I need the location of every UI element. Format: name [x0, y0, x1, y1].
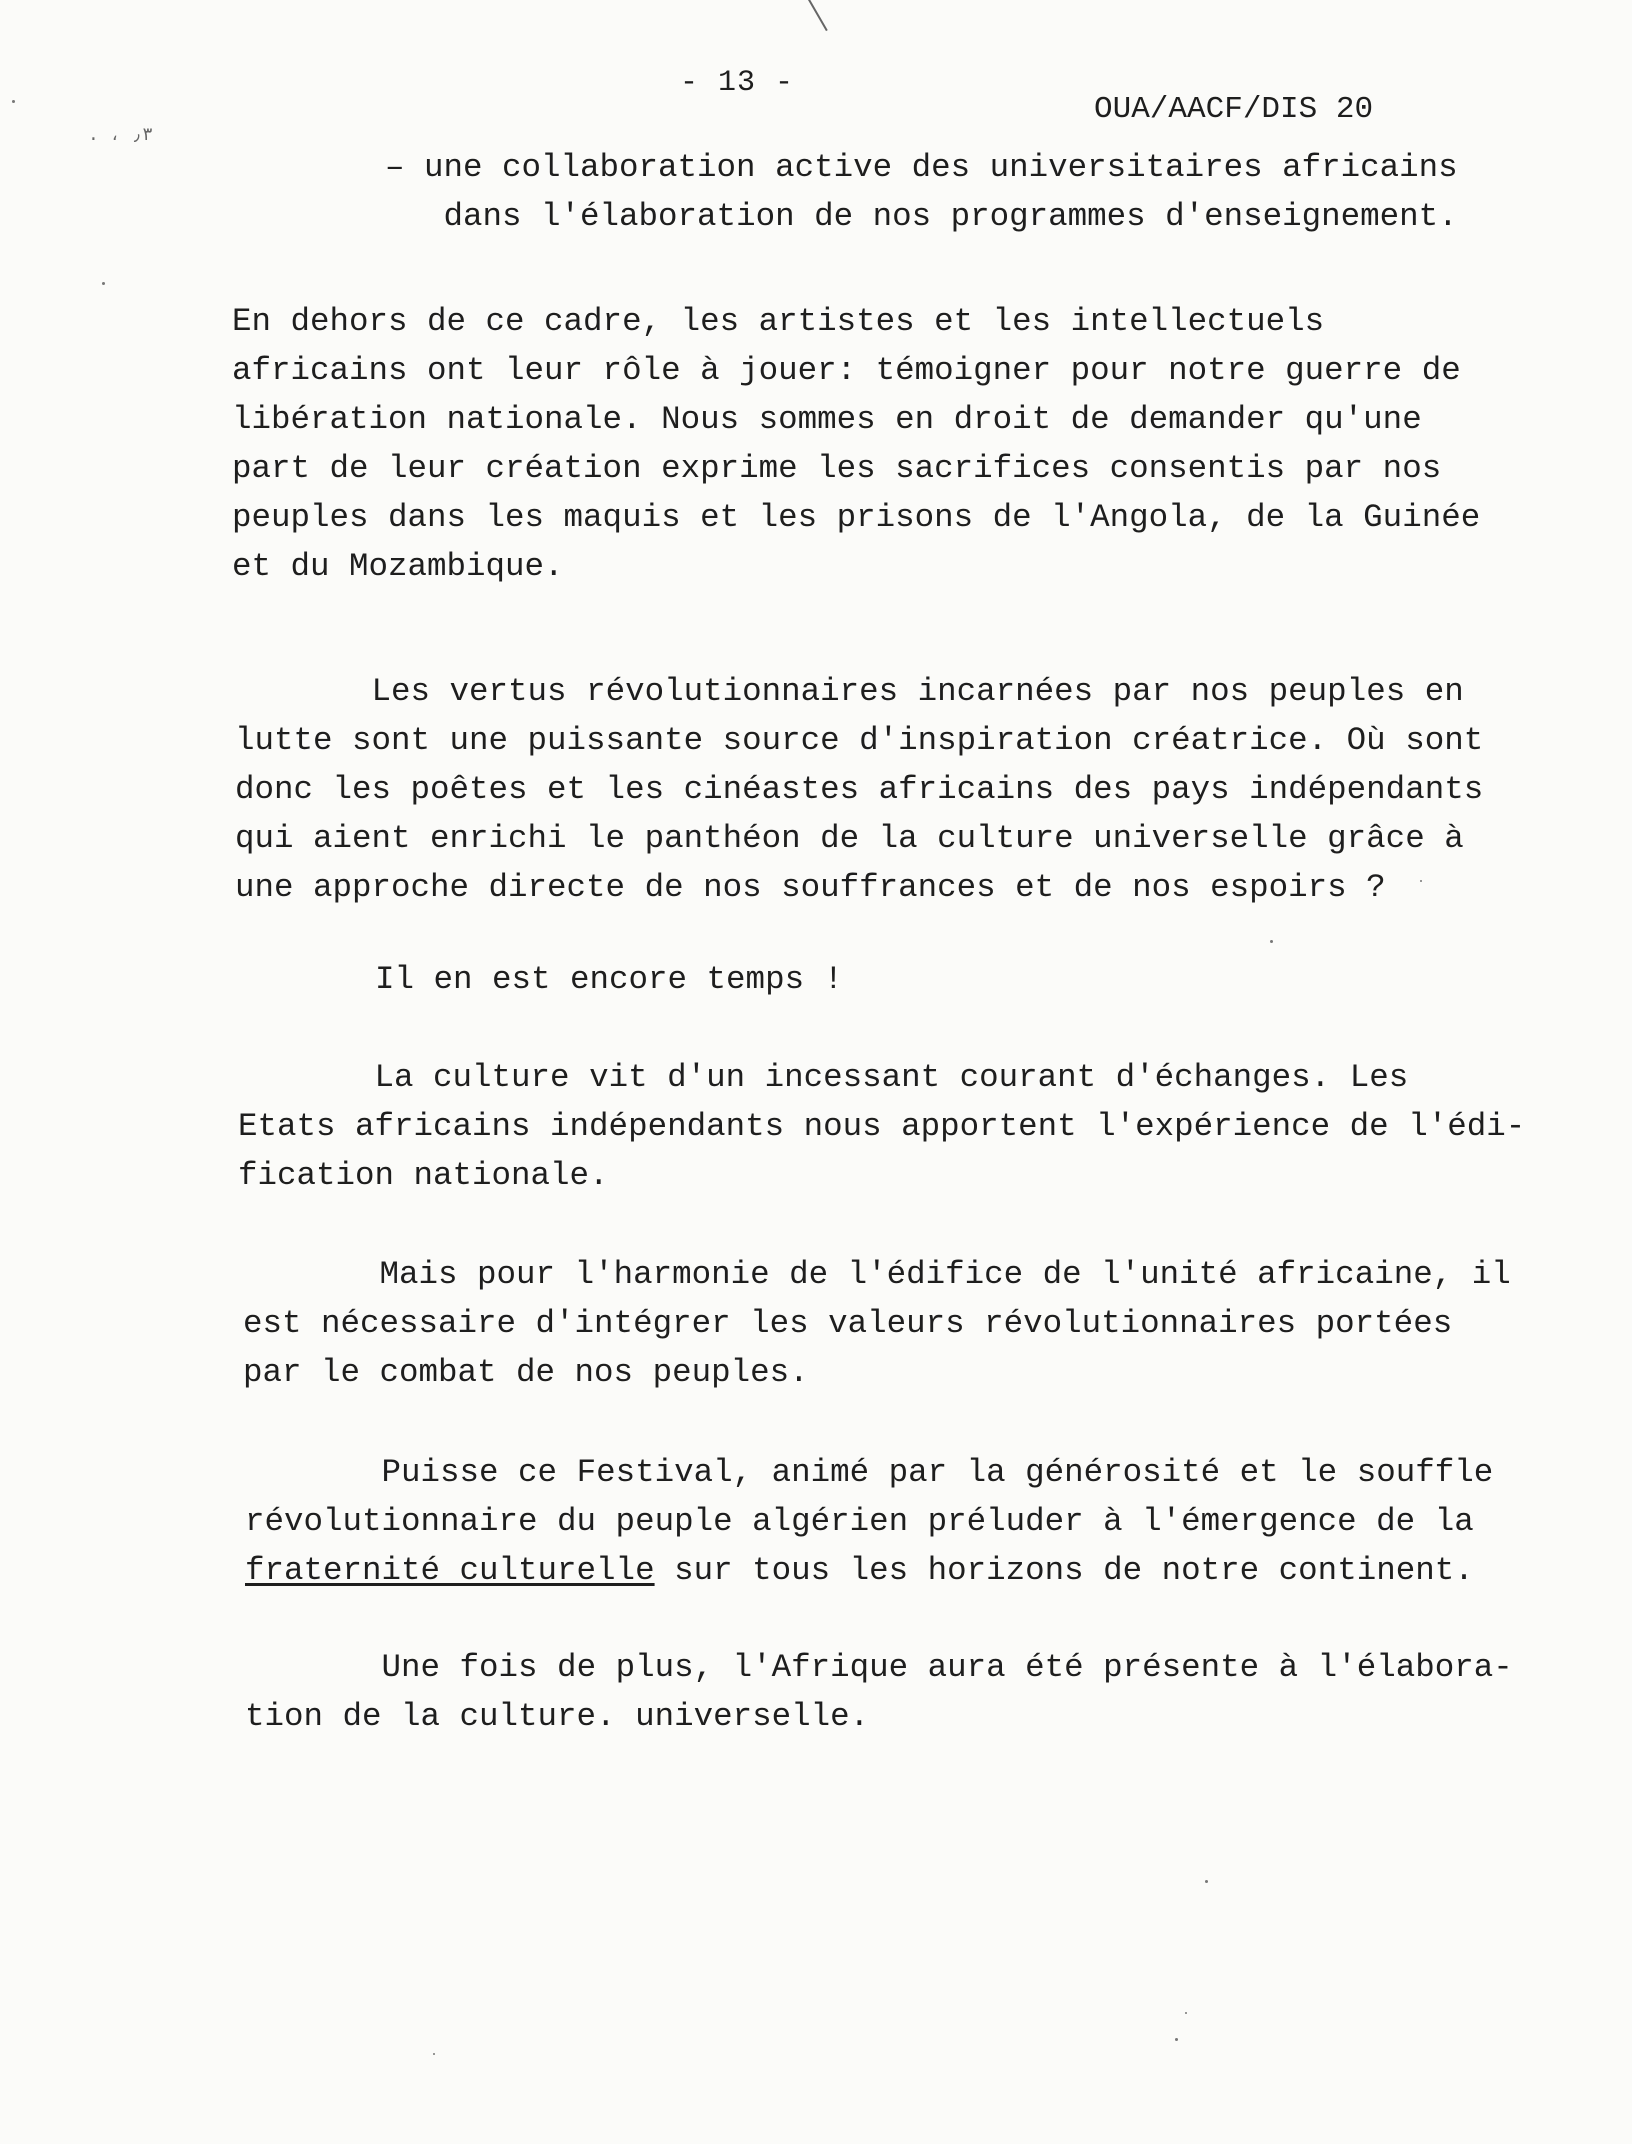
p4-line-3: fication nationale.	[238, 1157, 609, 1194]
scan-speck	[102, 282, 105, 285]
scan-speck	[12, 100, 15, 103]
p6-line-3-rest: sur tous les horizons de notre continent.	[654, 1552, 1474, 1589]
paragraph-5	[243, 1250, 1511, 1397]
scan-speck	[1185, 2012, 1187, 2014]
p3-line-1: Il en est encore temps !	[375, 961, 844, 998]
p4-line-1: La culture vit d'un incessant courant d'échanges. Les	[374, 1059, 1409, 1096]
paragraph-3	[375, 955, 843, 1004]
p5-line-3: par le combat de nos peuples.	[243, 1354, 809, 1391]
p2-line-1: Les vertus révolutionnaires incarnées par nos peuples en	[371, 673, 1464, 710]
page-number: - 13 -	[680, 66, 795, 100]
paragraph-4	[238, 1053, 1525, 1200]
bullet-item	[385, 143, 1458, 241]
scan-stroke	[808, 0, 828, 31]
p5-line-2: est nécessaire d'intégrer les valeurs révolutionnaires portées	[243, 1305, 1453, 1342]
paragraph-6	[245, 1448, 1493, 1595]
p1-line-3: libération nationale. Nous sommes en droit de demander qu'une	[232, 401, 1422, 438]
paragraph-1	[232, 297, 1480, 591]
p2-line-4: qui aient enrichi le panthéon de la culture universelle grâce à	[235, 820, 1464, 857]
margin-mark: . ، ٫٣	[88, 126, 153, 146]
bullet-line-2: dans l'élaboration de nos programmes d'enseignement.	[443, 198, 1458, 235]
p1-line-4: part de leur création exprime les sacrifices consentis par nos	[232, 450, 1442, 487]
p7-line-2: tion de la culture. universelle.	[245, 1698, 870, 1735]
document-reference: OUA/AACF/DIS 20	[1094, 92, 1374, 127]
p6-line-2: révolutionnaire du peuple algérien préluder à l'émergence de la	[245, 1503, 1474, 1540]
p2-line-2: lutte sont une puissante source d'inspiration créatrice. Où sont	[235, 722, 1484, 759]
p1-line-5: peuples dans les maquis et les prisons de l'Angola, de la Guinée	[232, 499, 1481, 536]
p1-line-2: africains ont leur rôle à jouer: témoigner pour notre guerre de	[232, 352, 1461, 389]
p4-line-2: Etats africains indépendants nous apportent l'expérience de l'édi-	[238, 1108, 1526, 1145]
scan-speck	[1175, 2038, 1178, 2041]
scan-speck	[433, 2053, 435, 2055]
p2-line-3: donc les poêtes et les cinéastes africains des pays indépendants	[235, 771, 1484, 808]
p1-line-6: et du Mozambique.	[232, 548, 564, 585]
p1-line-1: En dehors de ce cadre, les artistes et les intellectuels	[232, 303, 1325, 340]
p5-line-1: Mais pour l'harmonie de l'édifice de l'unité africaine, il	[379, 1256, 1511, 1293]
bullet-line-1: – une collaboration active des universitaires africains	[385, 149, 1458, 186]
paragraph-7	[245, 1643, 1513, 1741]
p7-line-1: Une fois de plus, l'Afrique aura été présente à l'élabora-	[381, 1649, 1513, 1686]
p2-line-5: une approche directe de nos souffrances et de nos espoirs ?	[235, 869, 1386, 906]
scan-speck	[1270, 940, 1273, 943]
scan-speck	[1205, 1880, 1208, 1883]
scan-speck	[1420, 880, 1422, 882]
p6-line-1: Puisse ce Festival, animé par la générosité et le souffle	[381, 1454, 1494, 1491]
underlined-phrase: fraternité culturelle	[245, 1552, 655, 1589]
paragraph-2	[235, 667, 1483, 912]
